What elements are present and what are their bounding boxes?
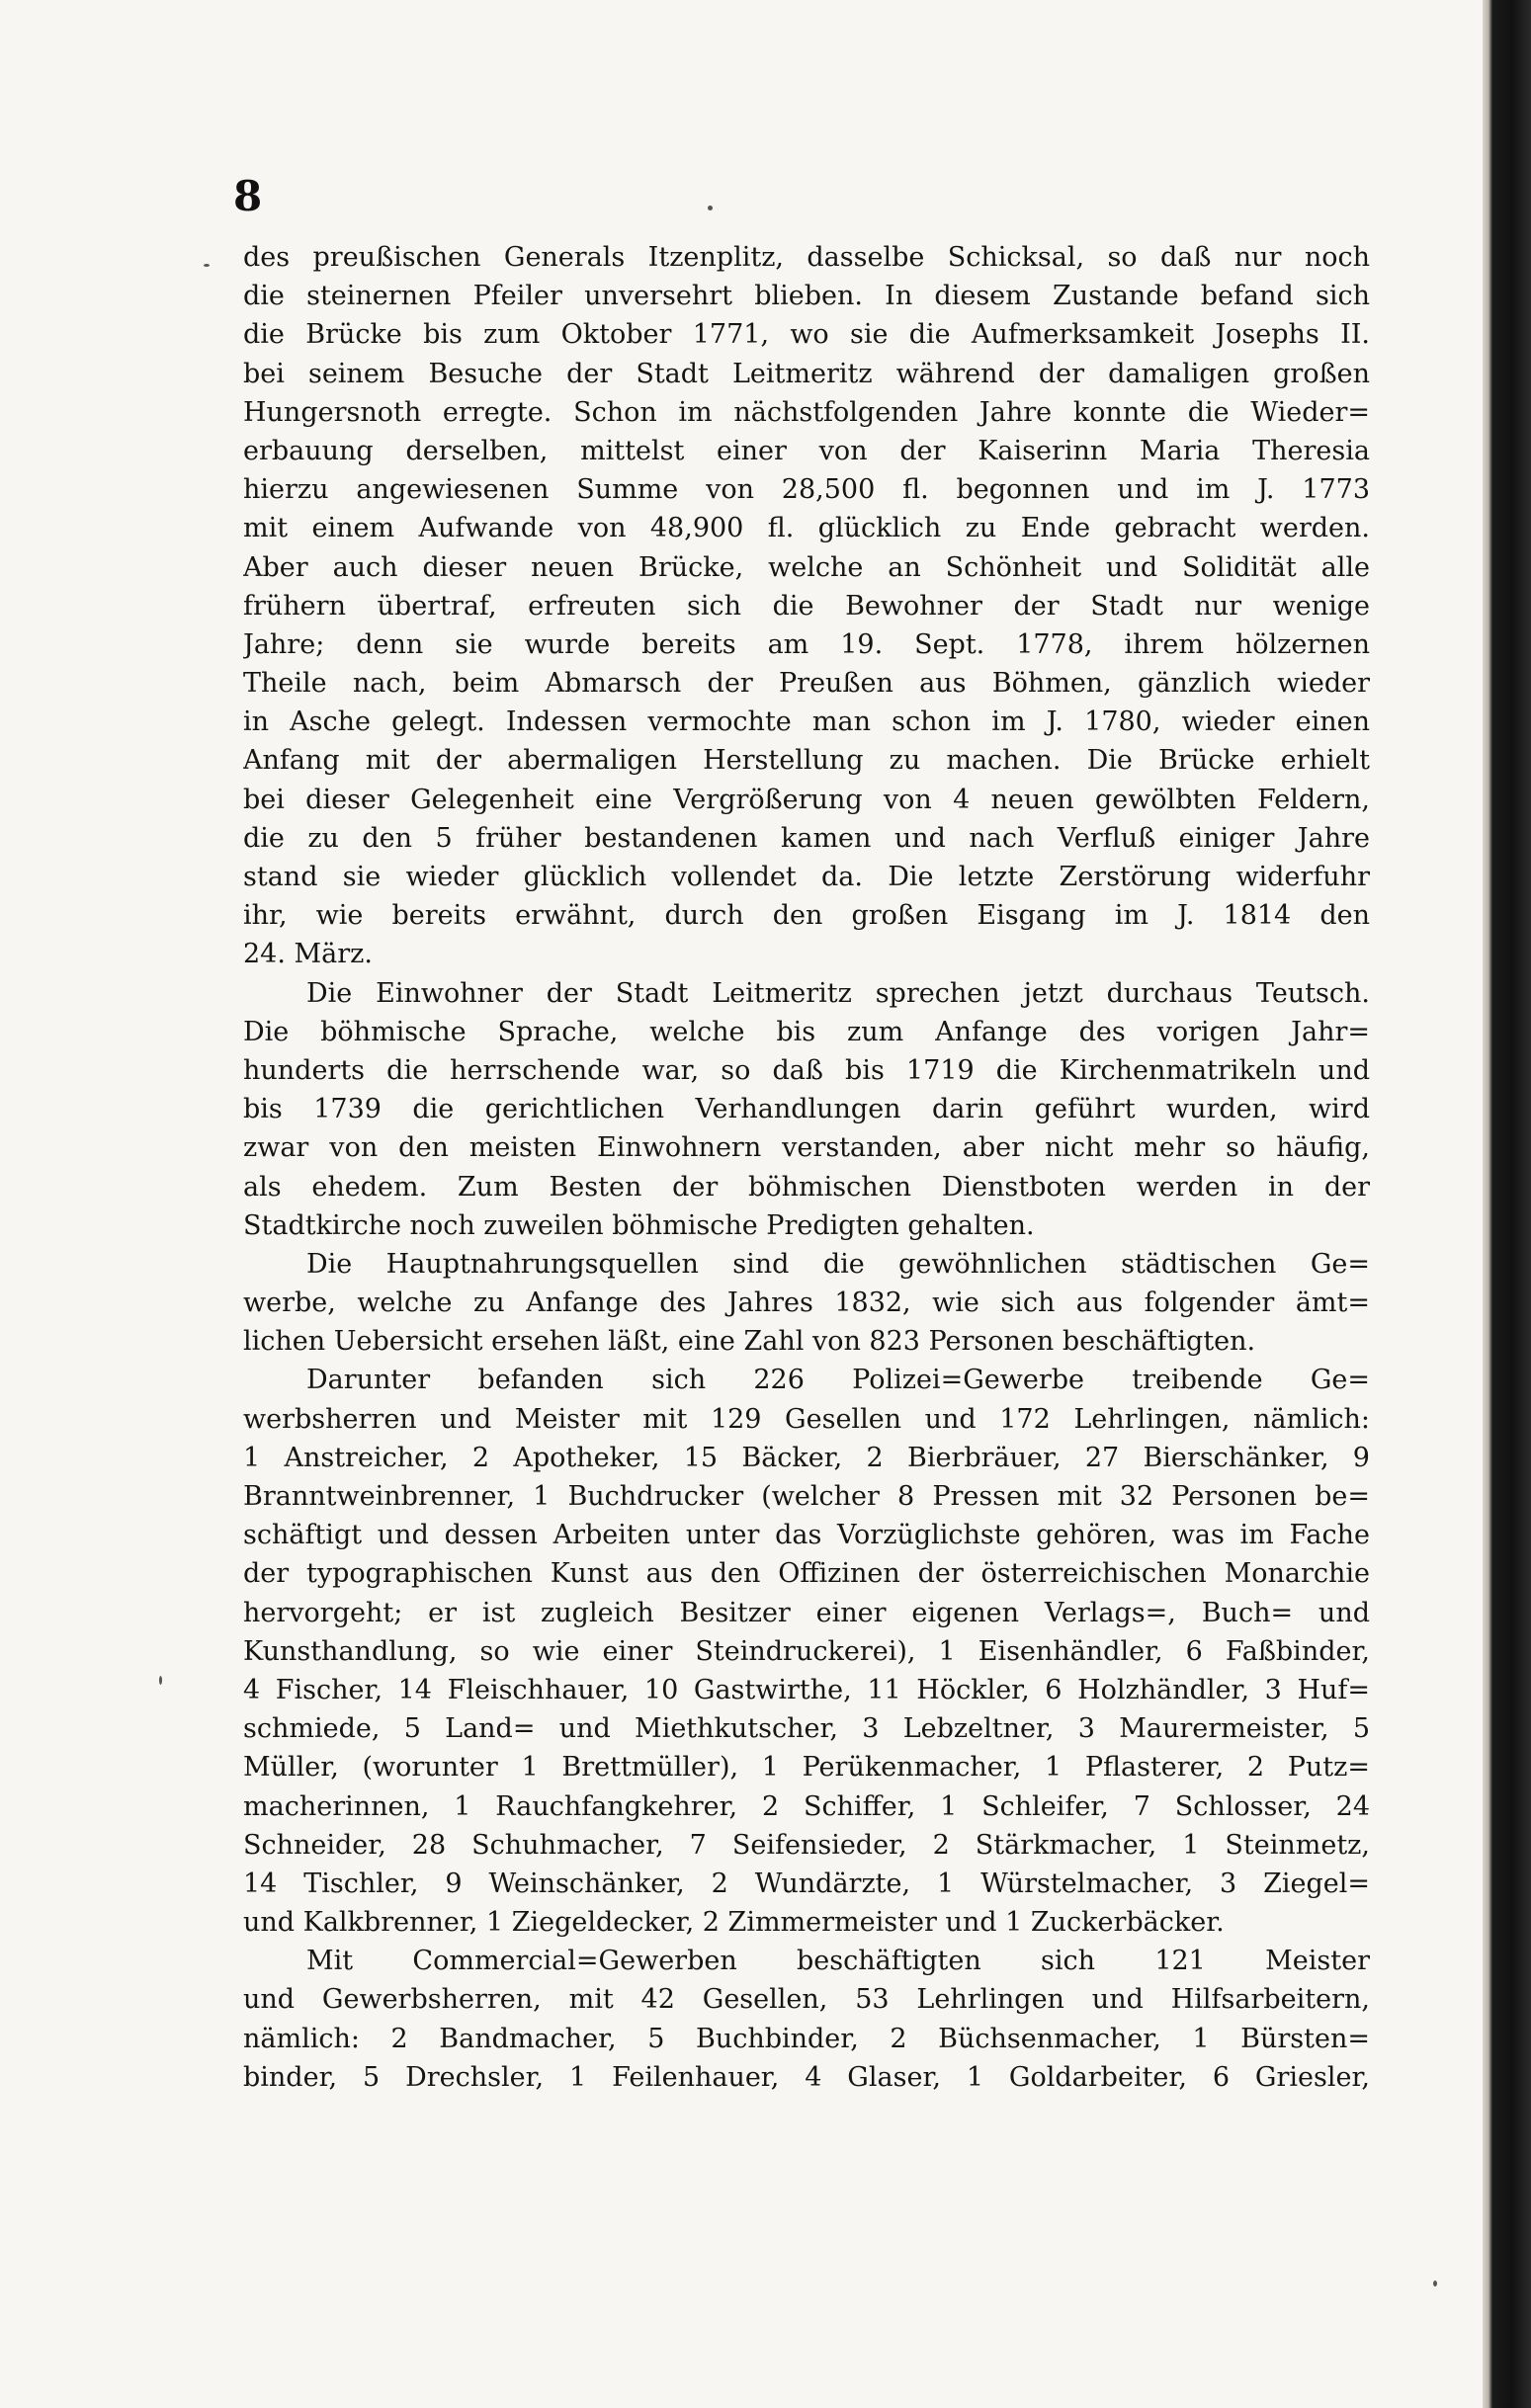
text-line: Darunter befanden sich 226 Polizei=Gewerbe treibende Ge= bbox=[306, 1365, 1370, 1396]
text-line: als ehedem. Zum Besten der böhmischen Dienstboten werden in der bbox=[243, 1171, 1370, 1203]
text-line: 4 Fischer, 14 Fleischhauer, 10 Gastwirthe, 11 Höckler, 6 Holzhändler, 3 Huf= bbox=[243, 1674, 1370, 1705]
text-line: stand sie wieder glücklich vollendet da. Die letzte Zerstörung widerfuhr bbox=[243, 862, 1370, 892]
paragraph-bridge-history bbox=[243, 238, 1370, 974]
text-line: nämlich: 2 Bandmacher, 5 Buchbinder, 2 Büchsenmacher, 1 Bürsten= bbox=[243, 2023, 1370, 2054]
text-line: hervorgeht; er ist zugleich Besitzer einer eigenen Verlags=, Buch= und bbox=[243, 1597, 1370, 1628]
text-line: werbe, welche zu Anfange des Jahres 1832, wie sich aus folgender ämt= bbox=[243, 1287, 1370, 1319]
text-line: die zu den 5 früher bestandenen kamen und nach Verfluß einiger Jahre bbox=[243, 822, 1370, 854]
text-line: die steinernen Pfeiler unversehrt blieben. In diesem Zustande befand sich bbox=[243, 281, 1370, 312]
text-line: der typographischen Kunst aus den Offizinen der österreichischen Monarchie bbox=[243, 1558, 1370, 1590]
text-line: bei seinem Besuche der Stadt Leitmeritz während der damaligen großen bbox=[243, 358, 1370, 389]
text-line: Stadtkirche noch zuweilen böhmische Predigten gehalten. bbox=[243, 1209, 1035, 1241]
text-line: bis 1739 die gerichtlichen Verhandlungen darin geführt wurden, wird bbox=[243, 1094, 1370, 1125]
text-line: Kunsthandlung, so wie einer Steindruckerei), 1 Eisenhändler, 6 Faßbinder, bbox=[243, 1635, 1370, 1667]
text-line: zwar von den meisten Einwohnern verstanden, aber nicht mehr so häufig, bbox=[243, 1132, 1370, 1164]
text-line: macherinnen, 1 Rauchfangkehrer, 2 Schiffer, 1 Schleifer, 7 Schlosser, 24 bbox=[243, 1790, 1370, 1822]
text-line: Die böhmische Sprache, welche bis zum Anfange des vorigen Jahr= bbox=[243, 1016, 1370, 1047]
body-text bbox=[243, 238, 1370, 2097]
text-line: 1 Anstreicher, 2 Apotheker, 15 Bäcker, 2 Bierbräuer, 27 Bierschänker, 9 bbox=[243, 1442, 1370, 1473]
text-line: Die Hauptnahrungsquellen sind die gewöhnlichen städtischen Ge= bbox=[306, 1248, 1370, 1280]
text-line: Branntweinbrenner, 1 Buchdrucker (welcher 8 Pressen mit 32 Personen be= bbox=[243, 1481, 1370, 1512]
text-line: in Asche gelegt. Indessen vermochte man schon im J. 1780, wieder einen bbox=[243, 706, 1370, 738]
paragraph-commercial-trades bbox=[243, 1942, 1370, 2097]
text-line: bei dieser Gelegenheit eine Vergrößerung von 4 neuen gewölbten Feldern, bbox=[243, 784, 1370, 815]
text-line: werbsherren und Meister mit 129 Gesellen und 172 Lehrlingen, nämlich: bbox=[243, 1403, 1370, 1435]
text-line: schmiede, 5 Land= und Miethkutscher, 3 Lebzeltner, 3 Maurermeister, 5 bbox=[243, 1713, 1370, 1745]
text-line: mit einem Aufwande von 48,900 fl. glücklich zu Ende gebracht werden. bbox=[243, 513, 1370, 544]
text-line: schäftigt und dessen Arbeiten unter das Vorzüglichste gehören, was im Fache bbox=[243, 1520, 1370, 1551]
text-line: ihr, wie bereits erwähnt, durch den großen Eisgang im J. 1814 den bbox=[243, 900, 1370, 932]
text-line: Schneider, 28 Schuhmacher, 7 Seifensieder, 2 Stärkmacher, 1 Steinmetz, bbox=[243, 1829, 1370, 1861]
text-line: Mit Commercial=Gewerben beschäftigten sich 121 Meister bbox=[306, 1946, 1370, 1977]
paragraph-language bbox=[243, 974, 1370, 1245]
text-line: frühern übertraf, erfreuten sich die Bewohner der Stadt nur wenige bbox=[243, 590, 1370, 622]
text-line: Müller, (worunter 1 Brettmüller), 1 Perükenmacher, 1 Pflasterer, 2 Putz= bbox=[243, 1752, 1370, 1784]
text-line: hierzu angewiesenen Summe von 28,500 fl. begonnen und im J. 1773 bbox=[243, 474, 1370, 506]
page-number: 8 bbox=[233, 172, 263, 220]
text-line: lichen Uebersicht ersehen läßt, eine Zahl von 823 Personen beschäftigten. bbox=[243, 1326, 1256, 1358]
text-line: binder, 5 Drechsler, 1 Feilenhauer, 4 Glaser, 1 Goldarbeiter, 6 Griesler, bbox=[243, 2061, 1370, 2093]
text-line: Die Einwohner der Stadt Leitmeritz sprechen jetzt durchaus Teutsch. bbox=[306, 977, 1370, 1009]
scan-border bbox=[1483, 0, 1531, 2408]
text-line: erbauung derselben, mittelst einer von der Kaiserinn Maria Theresia bbox=[243, 435, 1370, 466]
text-line: Hungersnoth erregte. Schon im nächstfolgenden Jahre konnte die Wieder= bbox=[243, 396, 1370, 428]
text-line: Aber auch dieser neuen Brücke, welche an Schönheit und Solidität alle bbox=[243, 551, 1370, 583]
text-line: Jahre; denn sie wurde bereits am 19. Sept. 1778, ihrem hölzernen bbox=[243, 628, 1370, 660]
scan-speck bbox=[204, 264, 210, 267]
scan-speck bbox=[159, 1676, 162, 1685]
scan-speck bbox=[708, 206, 713, 210]
scan-speck bbox=[1433, 2281, 1437, 2286]
text-line: 24. März. bbox=[243, 939, 373, 970]
text-line: 14 Tischler, 9 Weinschänker, 2 Wundärzte, 1 Würstelmacher, 3 Ziegel= bbox=[243, 1868, 1370, 1899]
text-line: und Gewerbsherren, mit 42 Gesellen, 53 Lehrlingen und Hilfsarbeitern, bbox=[243, 1984, 1370, 2016]
text-line: und Kalkbrenner, 1 Ziegeldecker, 2 Zimmermeister und 1 Zuckerbäcker. bbox=[243, 1907, 1225, 1939]
text-line: die Brücke bis zum Oktober 1771, wo sie die Aufmerksamkeit Josephs II. bbox=[243, 319, 1370, 351]
text-line: Anfang mit der abermaligen Herstellung zu machen. Die Brücke erhielt bbox=[243, 745, 1370, 777]
paragraph-trades-intro bbox=[243, 1245, 1370, 1362]
text-line: Theile nach, beim Abmarsch der Preußen aus Böhmen, gänzlich wieder bbox=[243, 668, 1370, 700]
text-line: des preußischen Generals Itzenplitz, dasselbe Schicksal, so daß nur noch bbox=[243, 242, 1370, 273]
paragraph-police-trades bbox=[243, 1361, 1370, 1942]
text-line: hunderts die herrschende war, so daß bis 1719 die Kirchenmatrikeln und bbox=[243, 1054, 1370, 1086]
